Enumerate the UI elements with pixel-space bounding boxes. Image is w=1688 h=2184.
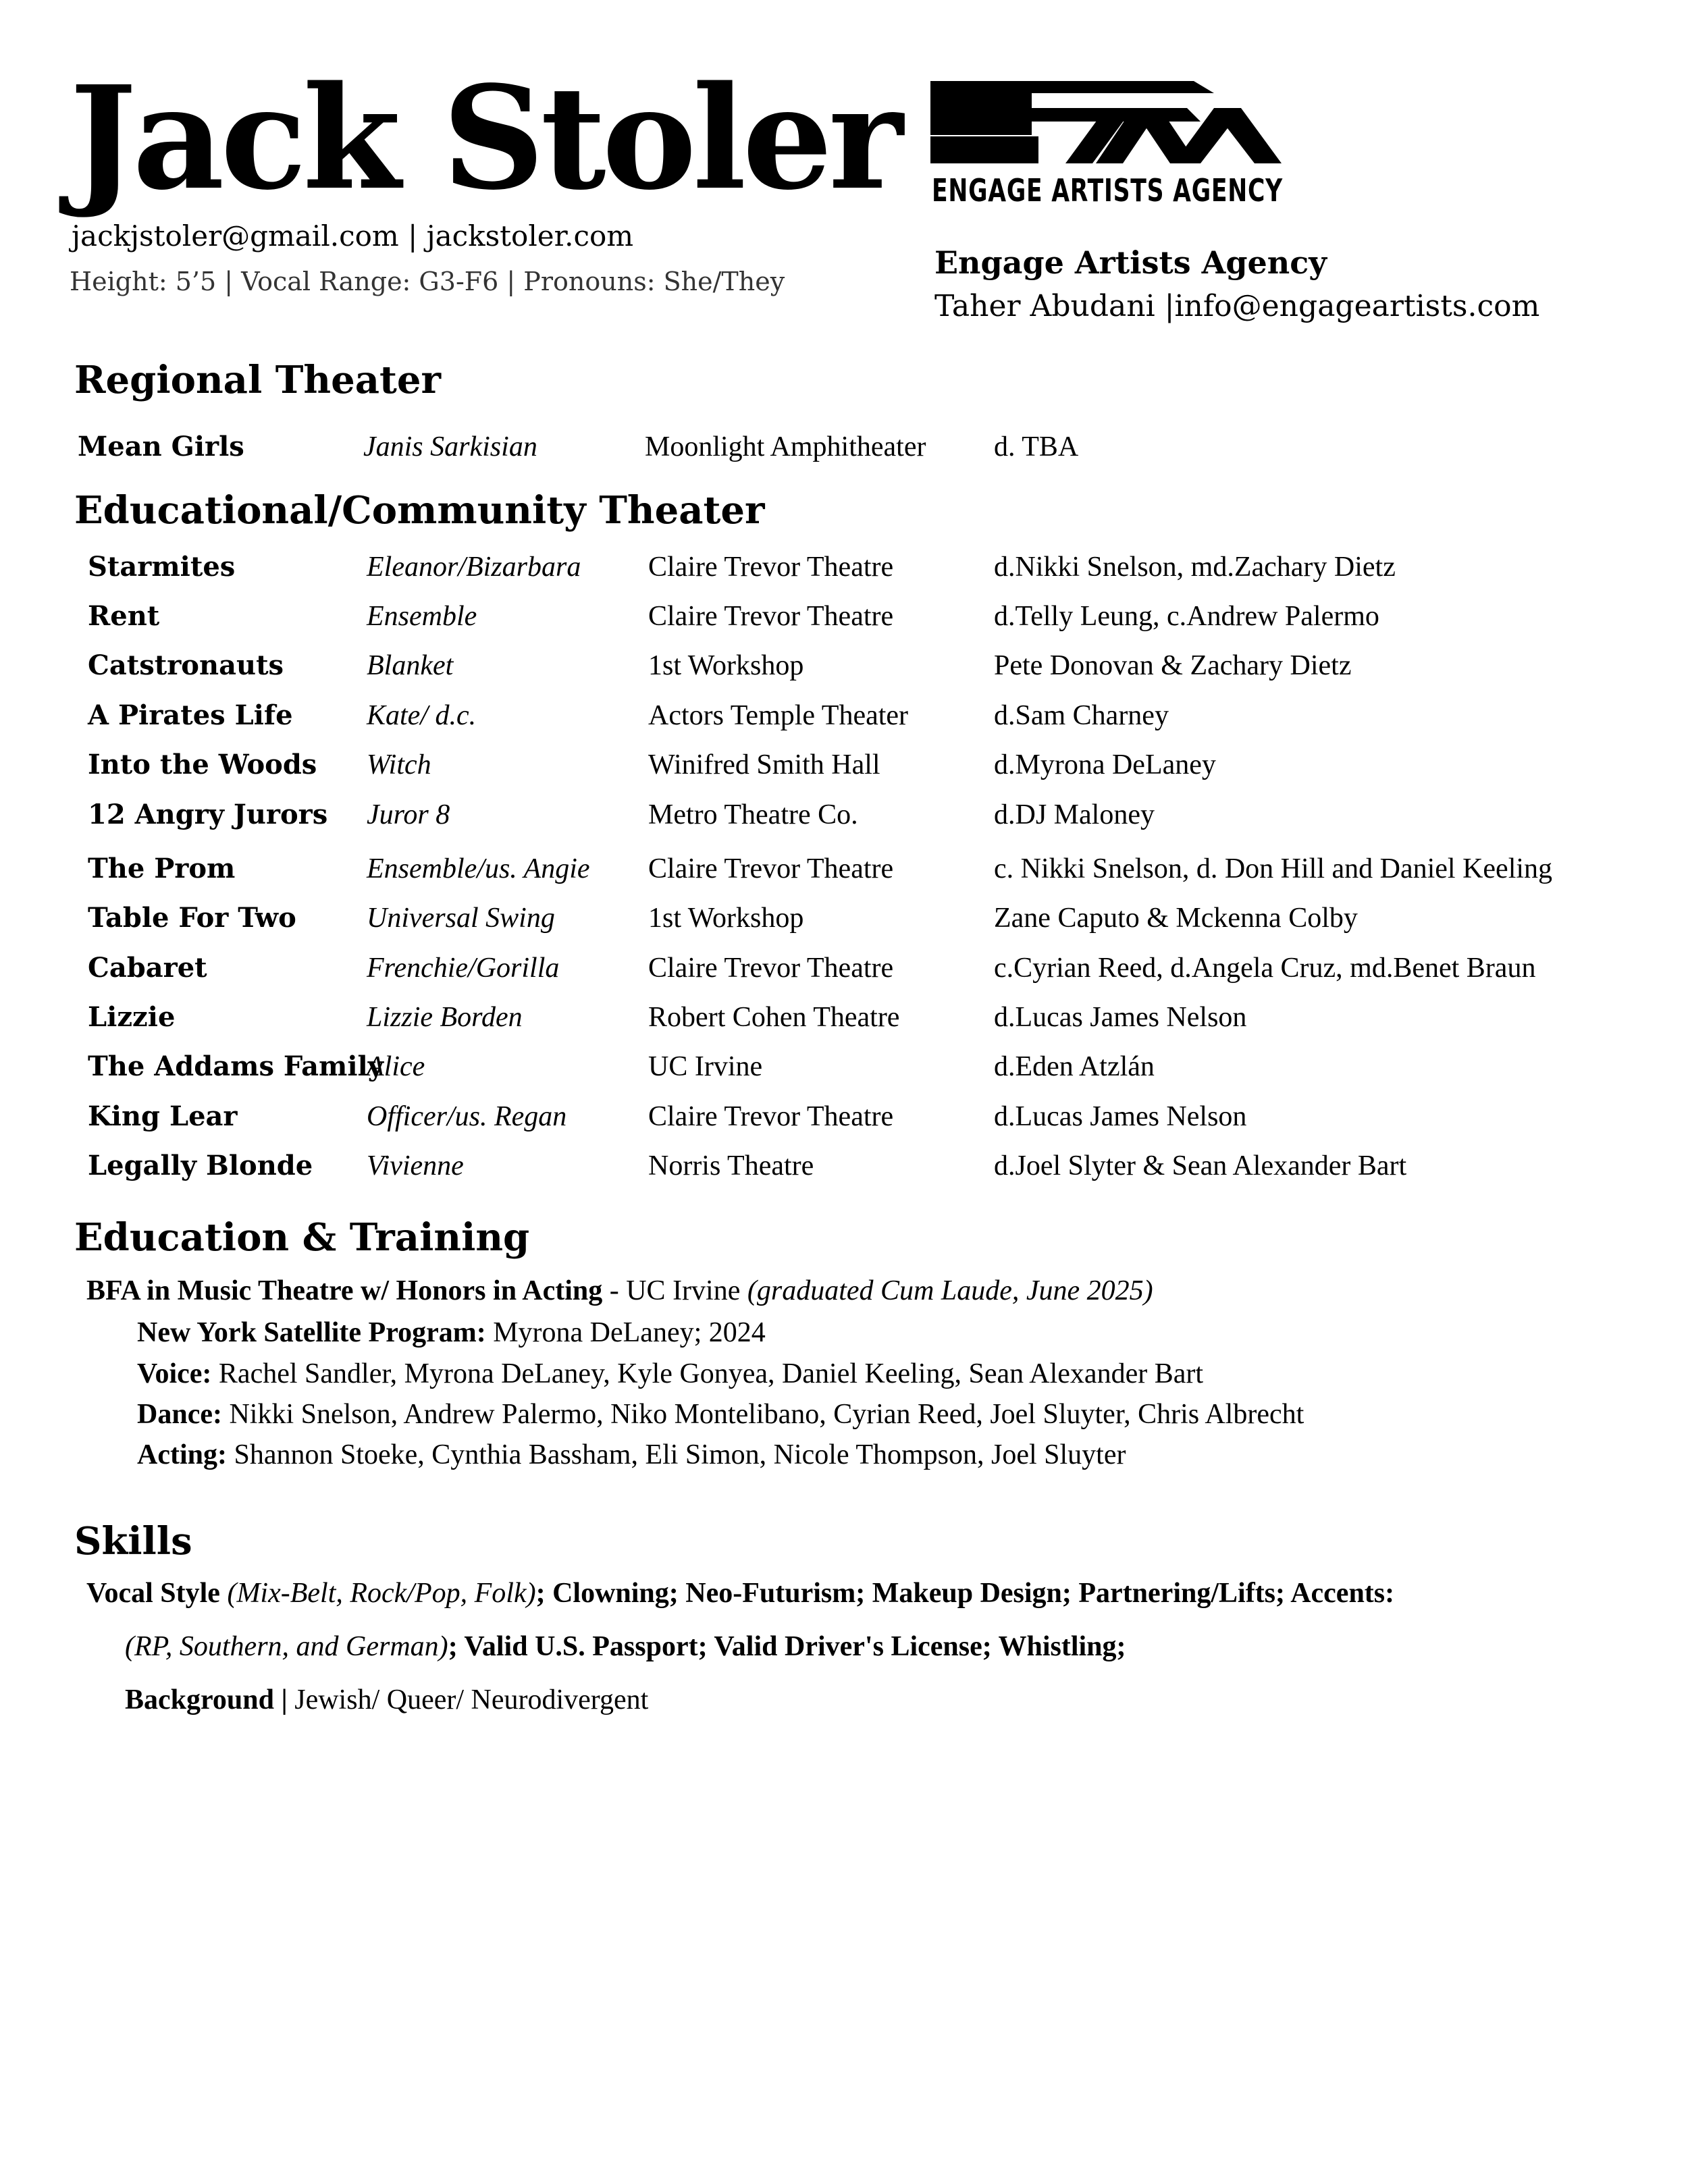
skills-line-3 <box>125 1684 648 1716</box>
credit-venue: Moonlight Amphitheater <box>645 431 926 462</box>
credit-role: Eleanor/Bizarbara <box>367 552 581 583</box>
training-line <box>137 1439 1126 1471</box>
section-title-educational: Educational/Community Theater <box>74 488 765 533</box>
skills-vocal-styles: (Mix-Belt, Rock/Pop, Folk) <box>227 1578 536 1609</box>
credit-director: Pete Donovan & Zachary Dietz <box>994 650 1352 681</box>
credit-show: Rent <box>88 600 160 632</box>
credit-venue: Metro Theatre Co. <box>648 799 858 830</box>
credit-role: Frenchie/Gorilla <box>367 953 560 984</box>
credit-show: Table For Two <box>88 902 296 934</box>
training-label: New York Satellite Program: <box>137 1317 486 1348</box>
training-text: Shannon Stoeke, Cynthia Bassham, Eli Simon, Nicole Thompson, Joel Sluyter <box>226 1439 1126 1470</box>
credit-venue: Winifred Smith Hall <box>648 749 880 780</box>
credit-show: The Prom <box>88 853 236 884</box>
credit-venue: 1st Workshop <box>648 650 804 681</box>
credit-director: Zane Caputo & Mckenna Colby <box>994 903 1358 934</box>
credit-venue: 1st Workshop <box>648 903 804 934</box>
credit-venue: Claire Trevor Theatre <box>648 953 894 984</box>
credit-director: d.Lucas James Nelson <box>994 1101 1247 1132</box>
credit-director: c.Cyrian Reed, d.Angela Cruz, md.Benet Braun <box>994 953 1536 984</box>
background-text: Jewish/ Queer/ Neurodivergent <box>294 1684 649 1715</box>
credit-director: d.Joel Slyter & Sean Alexander Bart <box>994 1150 1407 1181</box>
agency-logo <box>930 81 1288 209</box>
training-line <box>137 1398 1304 1431</box>
credit-role: Witch <box>367 749 431 780</box>
training-text: Nikki Snelson, Andrew Palermo, Niko Montelibano, Cyrian Reed, Joel Sluyter, Chris Albrecht <box>221 1399 1304 1430</box>
credit-venue: Norris Theatre <box>648 1150 814 1181</box>
skills-list-1: ; Clowning; Neo-Futurism; Makeup Design; Partnering/Lifts; Accents: <box>535 1578 1395 1609</box>
training-label: Acting: <box>137 1439 227 1470</box>
credit-director: d. TBA <box>994 431 1079 462</box>
credit-director: d.Sam Charney <box>994 700 1169 731</box>
skills-accents: (RP, Southern, and German) <box>125 1631 448 1662</box>
credit-role: Blanket <box>367 650 454 681</box>
training-text: Myrona DeLaney; 2024 <box>485 1317 766 1348</box>
credit-role: Ensemble/us. Angie <box>367 853 590 884</box>
degree-title: BFA in Music Theatre w/ Honors in Acting <box>86 1275 603 1306</box>
credit-role: Kate/ d.c. <box>367 700 477 731</box>
credit-show: Catstronauts <box>88 649 284 681</box>
credit-venue: Claire Trevor Theatre <box>648 1101 894 1132</box>
skills-line-1 <box>86 1577 1394 1609</box>
credit-director: d.Myrona DeLaney <box>994 749 1216 780</box>
details-line: Height: 5’5 | Vocal Range: G3-F6 | Pronouns: She/They <box>70 267 785 296</box>
degree-school: - UC Irvine <box>602 1275 747 1306</box>
training-label: Voice: <box>137 1358 212 1389</box>
credit-director: d.Lucas James Nelson <box>994 1002 1247 1033</box>
degree-note: (graduated Cum Laude, June 2025) <box>747 1275 1153 1306</box>
credit-director: c. Nikki Snelson, d. Don Hill and Daniel Keeling <box>994 853 1553 884</box>
section-title-regional: Regional Theater <box>74 358 442 402</box>
credit-director: d.Nikki Snelson, md.Zachary Dietz <box>994 552 1396 583</box>
credit-show: Into the Woods <box>88 749 317 780</box>
section-title-skills: Skills <box>74 1519 192 1564</box>
training-line <box>137 1358 1203 1390</box>
credit-role: Officer/us. Regan <box>367 1101 567 1132</box>
skills-line-2 <box>125 1630 1126 1663</box>
credit-show: Cabaret <box>88 952 207 984</box>
skills-list-2: ; Valid U.S. Passport; Valid Driver's License; Whistling; <box>448 1631 1126 1662</box>
credit-show: 12 Angry Jurors <box>88 799 328 830</box>
section-title-education: Education & Training <box>74 1215 530 1260</box>
credit-venue: Claire Trevor Theatre <box>648 853 894 884</box>
credit-role: Juror 8 <box>367 799 450 830</box>
credit-role: Universal Swing <box>367 903 555 934</box>
credit-venue: UC Irvine <box>648 1051 763 1082</box>
credit-director: d.Telly Leung, c.Andrew Palermo <box>994 601 1379 632</box>
credit-show: A Pirates Life <box>88 699 293 731</box>
credit-director: d.DJ Maloney <box>994 799 1155 830</box>
credit-director: d.Eden Atzlán <box>994 1051 1155 1082</box>
degree-line <box>86 1275 1153 1307</box>
performer-name: Jack Stoler <box>70 55 899 221</box>
training-text: Rachel Sandler, Myrona DeLaney, Kyle Gonyea, Daniel Keeling, Sean Alexander Bart <box>211 1358 1204 1389</box>
credit-show: King Lear <box>88 1100 238 1132</box>
credit-venue: Claire Trevor Theatre <box>648 552 894 583</box>
logo-wordmark: ENGAGE ARTISTS AGENCY <box>932 172 1283 209</box>
training-label: Dance: <box>137 1399 222 1430</box>
credit-role: Janis Sarkisian <box>363 431 537 462</box>
skills-vocal-label: Vocal Style <box>86 1578 228 1609</box>
credit-show: The Addams Family <box>88 1050 384 1082</box>
credit-show: Legally Blonde <box>88 1150 313 1181</box>
credit-role: Ensemble <box>367 601 477 632</box>
credit-venue: Claire Trevor Theatre <box>648 601 894 632</box>
credit-venue: Actors Temple Theater <box>648 700 909 731</box>
agency-contact: Taher Abudani |info@engageartists.com <box>934 289 1540 323</box>
credit-show: Mean Girls <box>78 431 244 462</box>
credit-role: Vivienne <box>367 1150 464 1181</box>
credit-show: Starmites <box>88 551 236 583</box>
credit-role: Alice <box>367 1051 425 1082</box>
credit-role: Lizzie Borden <box>367 1002 523 1033</box>
credit-venue: Robert Cohen Theatre <box>648 1002 900 1033</box>
credit-show: Lizzie <box>88 1001 176 1033</box>
contact-line: jackjstoler@gmail.com | jackstoler.com <box>72 219 634 252</box>
training-line <box>137 1316 766 1349</box>
agency-name: Engage Artists Agency <box>934 244 1327 281</box>
background-label: Background | <box>125 1684 295 1715</box>
